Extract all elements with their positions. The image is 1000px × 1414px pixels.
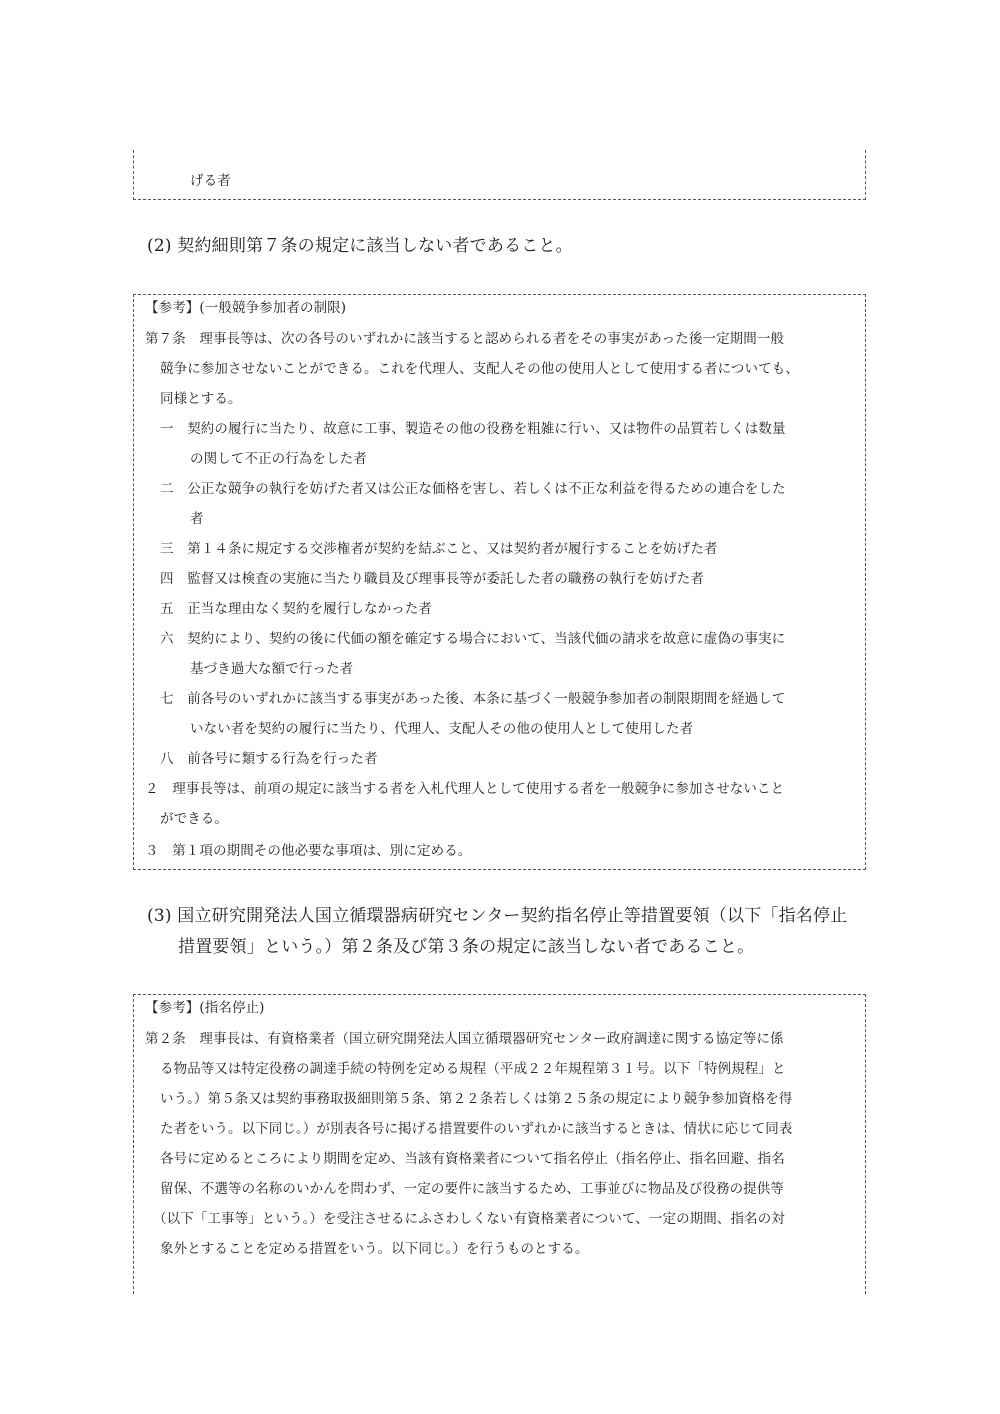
article7-line: 基づき過大な額で行った者	[190, 661, 354, 677]
item-2-heading: (2) 契約細則第７条の規定に該当しない者であること。	[147, 236, 573, 256]
article7-line: 八 前各号に類する行為を行った者	[160, 751, 378, 767]
article7-line: ができる。	[160, 811, 228, 827]
article7-line: 競争に参加させないことができる。これを代理人、支配人その他の使用人として使用する者についても、	[160, 361, 799, 377]
article7-line: 二 公正な競争の執行を妨げた者又は公正な価格を害し、若しくは不正な利益を得るための連合をした	[160, 481, 786, 497]
article7-line: の関して不正の行為をした者	[190, 451, 367, 467]
article7-line: 同様とする。	[160, 391, 242, 407]
article7-line: 四 監督又は検査の実施に当たり職員及び理事長等が委託した者の職務の執行を妨げた者	[160, 571, 704, 587]
article7-line: ３ 第１項の期間その他必要な事項は、別に定める。	[145, 843, 472, 859]
continuation-text: げる者	[190, 173, 231, 189]
article7-line: 三 第１４条に規定する交渉権者が契約を結ぶこと、又は契約者が履行することを妨げた者	[160, 541, 718, 557]
item-3-heading-line2: 措置要領」という。）第２条及び第３条の規定に該当しない者であること。	[178, 937, 755, 957]
article7-line: 一 契約の履行に当たり、故意に工事、製造その他の役務を粗雑に行い、又は物件の品質若しくは数量	[160, 421, 786, 437]
article2-line: 各号に定めるところにより期間を定め、当該有資格業者について指名停止（指名停止、指名回避、指名	[160, 1151, 785, 1167]
article7-line: 者	[190, 511, 204, 527]
item-3-heading-line1: (3) 国立研究開発法人国立循環器病研究センター契約指名停止等措置要領（以下「指名停止	[147, 906, 848, 926]
reference-heading: 【参考】(一般競争参加者の制限)	[145, 300, 347, 316]
article2-line: 象外とすることを定める措置をいう。以下同じ。）を行うものとする。	[160, 1241, 589, 1257]
article2-line: 留保、不選等の名称のいかんを問わず、一定の要件に該当するため、工事並びに物品及び役務の提供等	[160, 1181, 784, 1197]
article2-line: る物品等又は特定役務の調達手続の特例を定める規程（平成２２年規程第３１号。以下「特例規程」と	[160, 1061, 786, 1077]
article2-line: た者をいう。以下同じ。）が別表各号に掲げる措置要件のいずれかに該当するときは、情状に応じて同表	[160, 1121, 793, 1137]
article2-line: いう。）第５条又は契約事務取扱細則第５条、第２２条若しくは第２５条の規定により競争参加資格を得	[160, 1091, 793, 1107]
article7-line: いない者を契約の履行に当たり、代理人、支配人その他の使用人として使用した者	[190, 721, 694, 737]
article7-line: 七 前各号のいずれかに該当する事実があった後、本条に基づく一般競争参加者の制限期間を経過して	[160, 691, 786, 707]
continuation-box	[133, 150, 866, 200]
article7-line: 五 正当な理由なく契約を履行しなかった者	[160, 601, 432, 617]
reference-heading: 【参考】(指名停止)	[145, 1000, 265, 1016]
article7-line: ２ 理事長等は、前項の規定に該当する者を入札代理人として使用する者を一般競争に参加させないこと	[145, 781, 785, 797]
article2-line: 第２条 理事長は、有資格業者（国立研究開発法人国立循環器研究センター政府調達に関する協定等に係	[145, 1031, 784, 1047]
article2-line: （以下「工事等」という。）を受注させるにふさわしくない有資格業者について、一定の期間、指名の対	[153, 1211, 785, 1227]
article7-line: 六 契約により、契約の後に代価の額を確定する場合において、当該代価の請求を故意に虚偽の事実に	[160, 631, 786, 647]
article7-line: 第７条 理事長等は、次の各号のいずれかに該当すると認められる者をその事実があった後一定期間一般	[145, 331, 785, 347]
